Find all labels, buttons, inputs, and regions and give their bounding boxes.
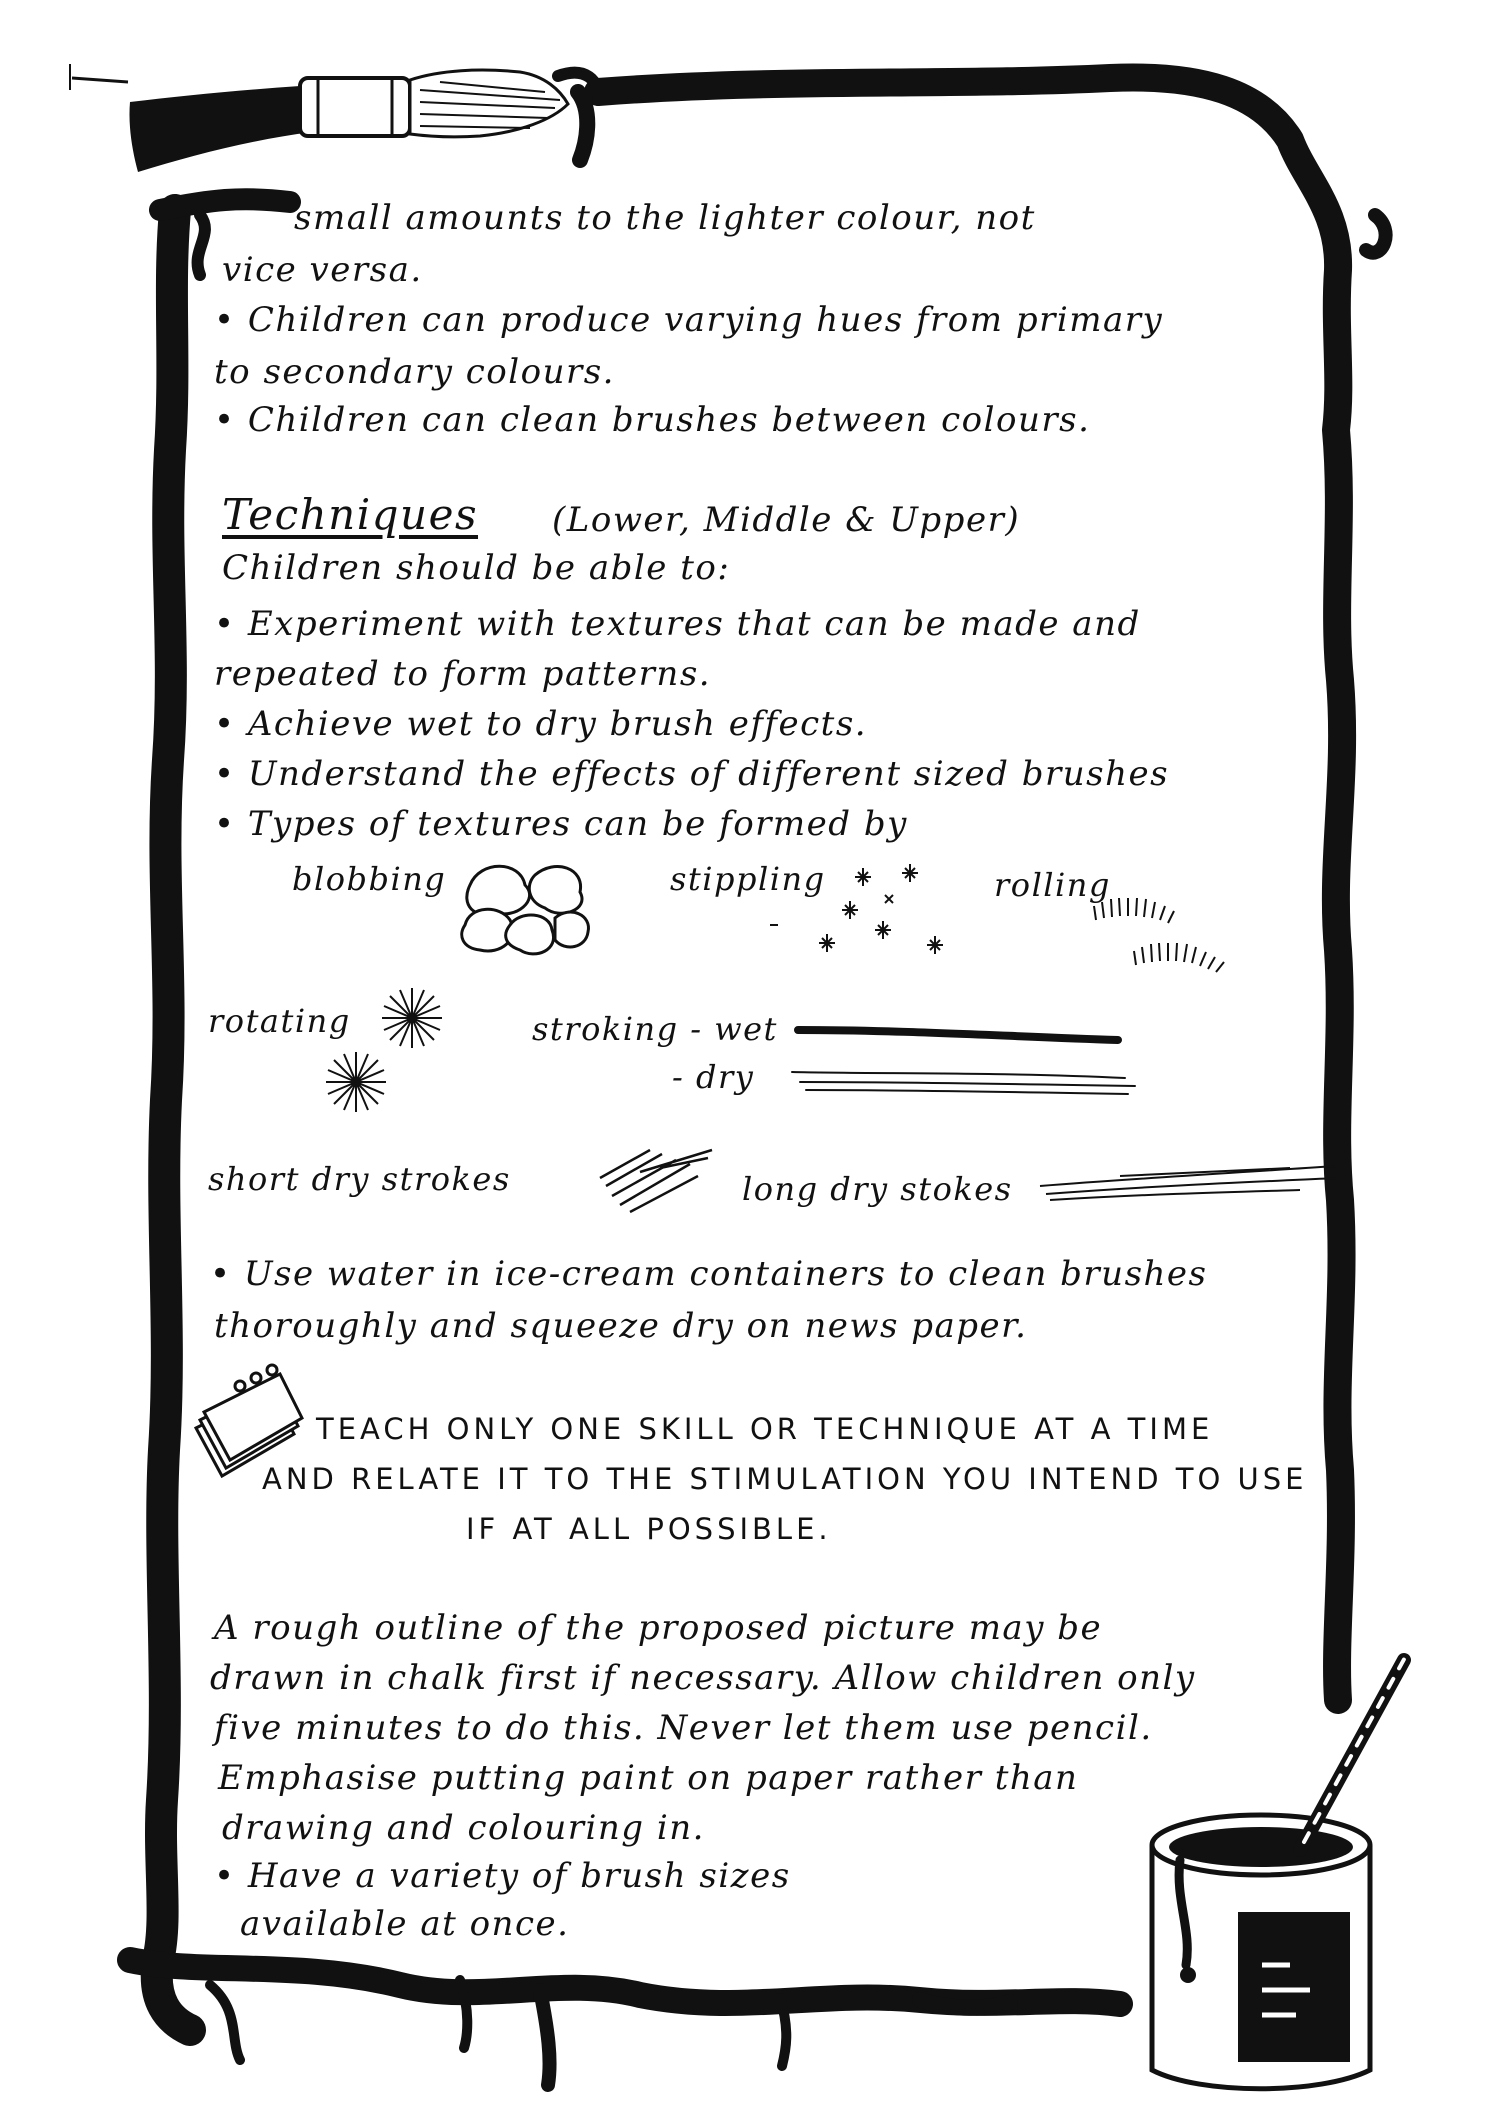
bullet-item: • Children can clean brushes between colours. [214, 400, 1091, 440]
blobbing-sketch [462, 866, 589, 954]
long-dry-strokes-sketch [1040, 1166, 1338, 1200]
texture-label-blobbing: blobbing [292, 860, 447, 898]
text-line: thoroughly and squeeze dry on news paper. [214, 1306, 1028, 1346]
texture-label-stroking-dry: - dry [672, 1058, 755, 1096]
text-line: Children should be able to: [222, 548, 731, 588]
bullet-item: • Types of textures can be formed by [214, 804, 908, 844]
section-levels: (Lower, Middle & Upper) [552, 500, 1021, 540]
bullet-item: • Understand the effects of different sized brushes [214, 754, 1170, 794]
texture-label-stippling: stippling [670, 860, 826, 898]
note-line: IF AT ALL POSSIBLE. [466, 1512, 832, 1546]
bullet-item: • Children can produce varying hues from primary [214, 300, 1164, 340]
texture-label-long-dry: long dry stokes [742, 1170, 1013, 1208]
text-line: vice versa. [222, 250, 423, 290]
bullet-item: • Achieve wet to dry brush effects. [214, 704, 868, 744]
stroking-sketch [792, 1030, 1135, 1094]
text-line: drawing and colouring in. [222, 1808, 705, 1848]
text-line: available at once. [240, 1904, 570, 1944]
texture-label-rolling: rolling [994, 866, 1111, 904]
text-line: repeated to form patterns. [214, 654, 712, 694]
texture-label-rotating: rotating [208, 1002, 351, 1040]
text-line: five minutes to do this. Never let them use pencil. [214, 1708, 1153, 1748]
text-line: small amounts to the lighter colour, not [294, 198, 1036, 238]
bullet-item: • Use water in ice-cream containers to clean brushes [210, 1254, 1208, 1294]
short-dry-strokes-sketch [600, 1150, 712, 1212]
texture-label-short-dry: short dry strokes [208, 1160, 511, 1198]
text-line: to secondary colours. [214, 352, 615, 392]
text-line: drawn in chalk first if necessary. Allow children only [210, 1658, 1196, 1698]
text-line: A rough outline of the proposed picture may be [214, 1608, 1103, 1648]
paint-pot-icon [1152, 1652, 1408, 2089]
bullet-item: • Experiment with textures that can be made and [214, 604, 1141, 644]
section-heading: Techniques [222, 490, 479, 539]
bullet-item: • Have a variety of brush sizes [214, 1856, 791, 1896]
paintbrush-icon [70, 64, 598, 172]
note-line: AND RELATE IT TO THE STIMULATION YOU INTEND TO USE [262, 1462, 1308, 1496]
note-line: TEACH ONLY ONE SKILL OR TECHNIQUE AT A TIME [316, 1412, 1214, 1446]
note-pad-icon [196, 1365, 302, 1476]
texture-label-stroking-wet: stroking - wet [532, 1010, 778, 1048]
text-line: Emphasise putting paint on paper rather than [218, 1758, 1079, 1798]
rolling-sketch [1094, 898, 1224, 972]
